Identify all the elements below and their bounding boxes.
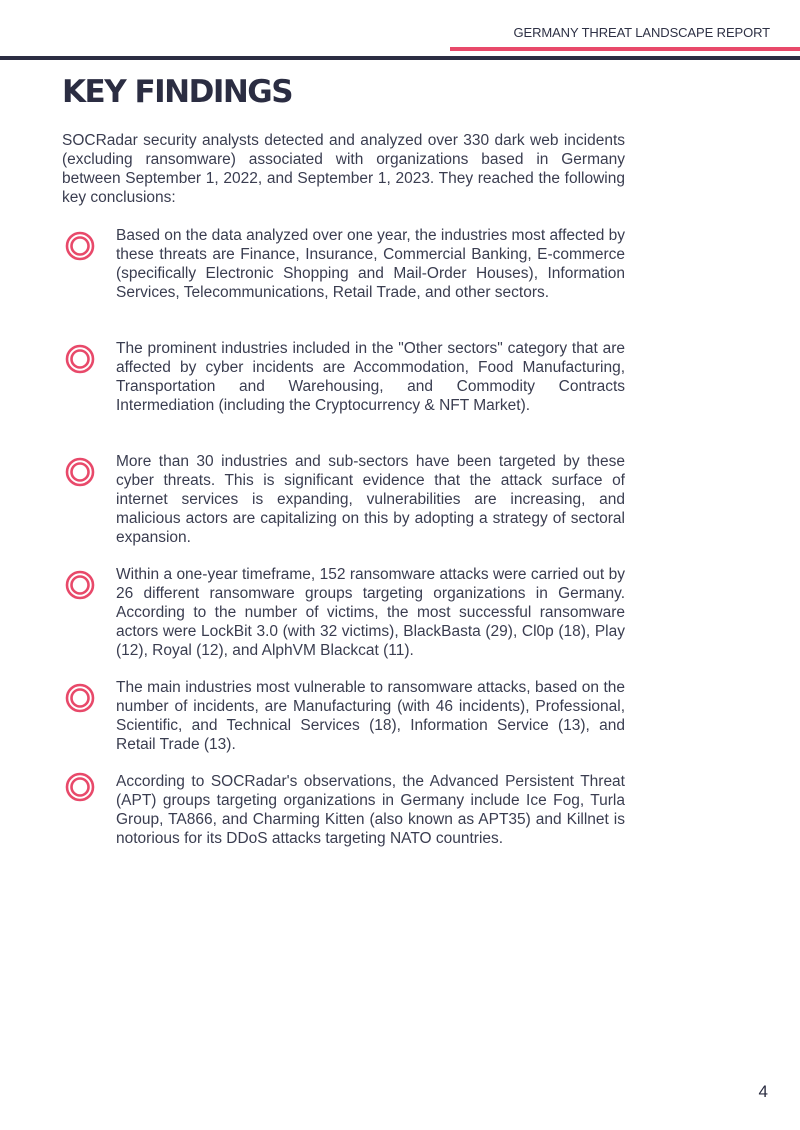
page-number: 4 — [758, 1082, 768, 1101]
finding-text: The prominent industries included in the "Other sectors" category that are affected by cyber incidents are Accommodation, Food Manufacturing, Transportation and Warehousing, and Commodity Contracts Intermediation (including the Cryptocurrency & NFT Market). — [116, 340, 625, 414]
header-accent-bar — [450, 47, 800, 51]
finding-text: According to SOCRadar's observations, the Advanced Persistent Threat (APT) groups targeting organizations in Germany include Ice Fog, Turla Group, TA866, and Charming Kitten (also known as APT35) and Killnet is notorious for its DDoS attacks targeting NATO countries. — [116, 773, 625, 847]
double-ring-icon — [65, 570, 95, 600]
finding-text: Based on the data analyzed over one year, the industries most affected by these threats are Finance, Insurance, Commercial Banking, E-commerce (specifically Electronic Shopping and Mail-Order Houses), Information Services, Telecommunications, Retail Trade, and other sectors. — [116, 227, 625, 301]
intro-paragraph: SOCRadar security analysts detected and analyzed over 330 dark web incidents (excluding ransomware) associated with organizations based in Germany between September 1, 2022, and September 1, 2023. They reached the following key conclusions: — [62, 132, 625, 206]
double-ring-icon — [65, 772, 95, 802]
finding-text: More than 30 industries and sub-sectors have been targeted by these cyber threats. This is significant evidence that the attack surface of internet services is expanding, vulnerabilities are increasing, and malicious actors are capitalizing on this by adopting a strategy of sectoral expansion. — [116, 453, 625, 546]
finding-text: Within a one-year timeframe, 152 ransomware attacks were carried out by 26 different ransomware groups targeting organizations in Germany. According to the number of victims, the most successful ransomware actors were LockBit 3.0 (with 32 victims), BlackBasta (29), Cl0p (18), Play (12), Royal (12), and AlphVM Blackcat (11). — [116, 566, 625, 659]
double-ring-icon — [65, 344, 95, 374]
finding-text: The main industries most vulnerable to ransomware attacks, based on the number of incidents, are Manufacturing (with 46 incidents), Professional, Scientific, and Technical Services (18), Information Service (13), and Retail Trade (13). — [116, 679, 625, 753]
double-ring-icon — [65, 457, 95, 487]
double-ring-icon — [65, 683, 95, 713]
double-ring-icon — [65, 231, 95, 261]
page-title: KEY FINDINGS — [62, 74, 293, 110]
report-header-title: GERMANY THREAT LANDSCAPE REPORT — [513, 25, 770, 40]
header-divider — [0, 56, 800, 60]
